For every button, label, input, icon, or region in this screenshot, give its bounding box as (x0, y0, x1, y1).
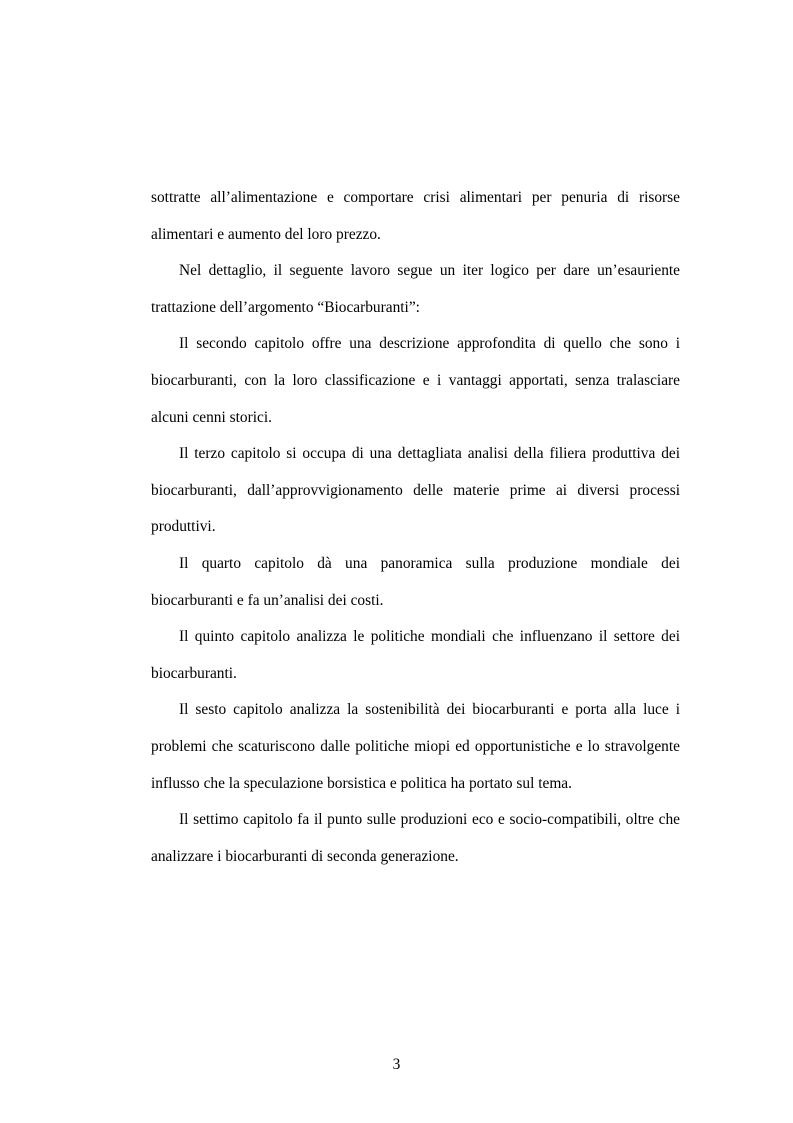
paragraph-chapter-2: Il secondo capitolo offre una descrizione approfondita di quello che sono i biocarburanti, con la loro classificazione e i vantaggi apportati, senza tralasciare alcuni cenni storici. (151, 335, 680, 426)
paragraph-chapter-3: Il terzo capitolo si occupa di una dettagliata analisi della filiera produttiva dei biocarburanti, dall’approvvigionamento delle materie prime ai diversi processi produttivi. (151, 445, 680, 536)
body-text (151, 180, 680, 875)
paragraph-chapter-7: Il settimo capitolo fa il punto sulle produzioni eco e socio-compatibili, oltre che analizzare i biocarburanti di seconda generazione. (151, 811, 680, 865)
paragraph-intro: Nel dettaglio, il seguente lavoro segue un iter logico per dare un’esauriente trattazione dell’argomento “Biocarburanti”: (151, 262, 680, 316)
paragraph-chapter-5: Il quinto capitolo analizza le politiche mondiali che influenzano il settore dei biocarburanti. (151, 628, 680, 682)
paragraph-chapter-4: Il quarto capitolo dà una panoramica sulla produzione mondiale dei biocarburanti e fa un’analisi dei costi. (151, 554, 680, 609)
paragraph-continuation: sottratte all’alimentazione e comportare crisi alimentari per penuria di risorse alimentari e aumento del loro prezzo. (151, 189, 680, 243)
page-number: 3 (392, 1056, 401, 1073)
paragraph-chapter-6: Il sesto capitolo analizza la sostenibilità dei biocarburanti e porta alla luce i problemi che scaturiscono dalle politiche miopi ed opportunistiche e lo stravolgente influsso che la speculazione borsistica e politica ha portato sul tema. (151, 701, 680, 792)
